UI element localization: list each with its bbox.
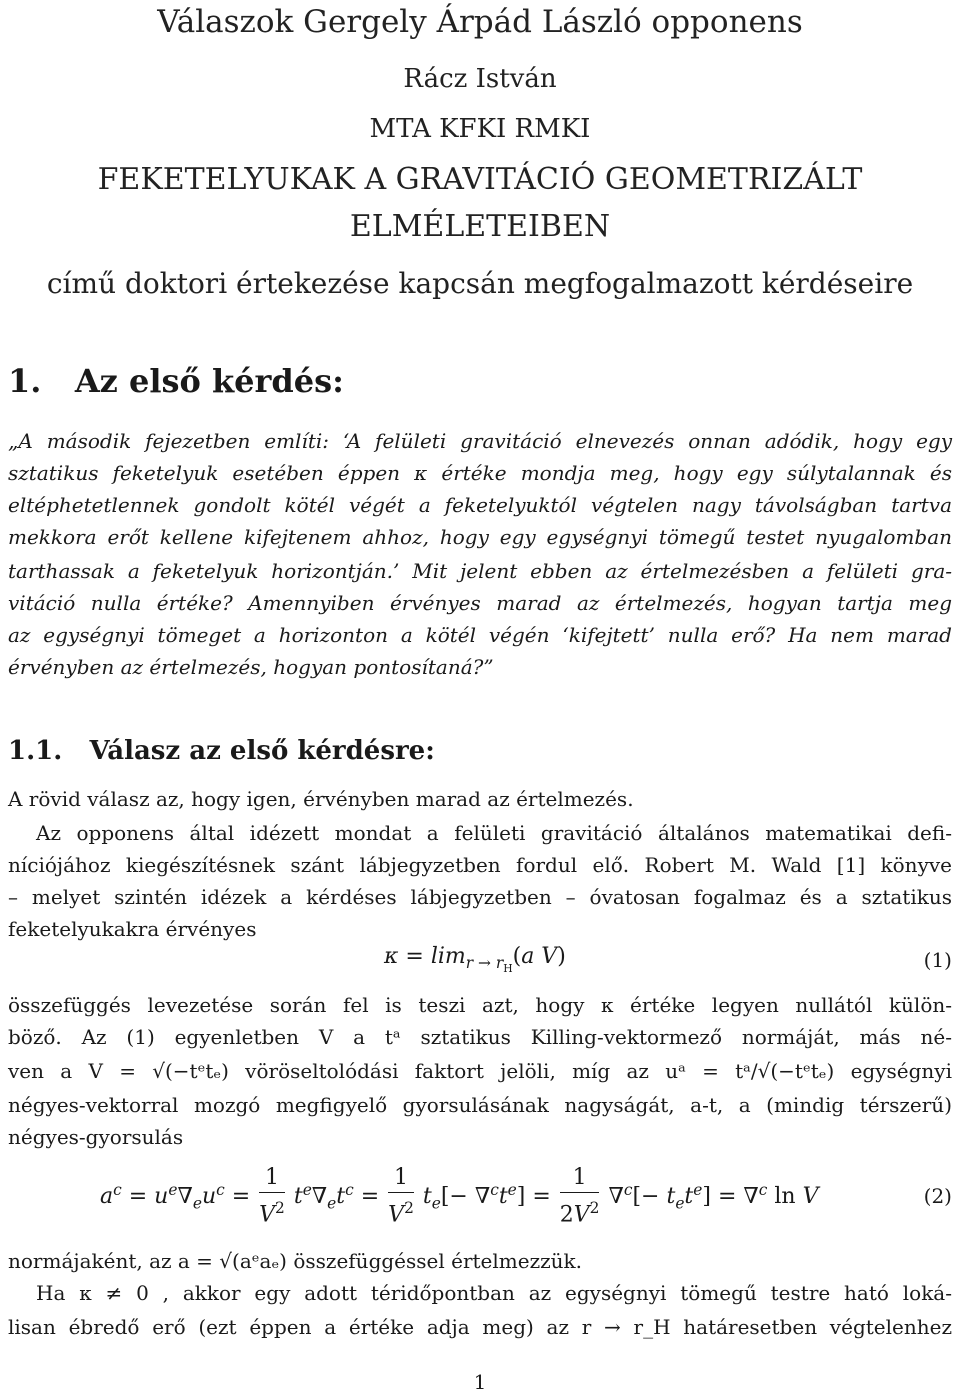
answer-line: összefüggés levezetése során fel is teszi azt, hogy κ értéke legyen nullától külön- <box>8 993 952 1017</box>
answer-line: lisan ébredő erő (ezt éppen a értéke adja meg) az r → r_H határesetben végtelenhez <box>8 1315 952 1339</box>
answer-line: Az opponens által idézett mondat a felületi gravitáció általános matematikai defi- <box>36 821 952 845</box>
equation-1: $\kappa = \lim_{r \to r_H}(a$ V) <box>384 944 566 976</box>
institution: MTA KFKI RMKI <box>369 114 591 144</box>
answer-line: négyes-gyorsulás <box>8 1125 184 1149</box>
answer-line: négyes-vektorral mozgó megfigyelő gyorsulásának nagyságát, a-t, a (mindig térszerű) <box>8 1093 952 1117</box>
answer-line: – melyet szintén idézek a kérdéses lábjegyzetben – óvatosan fogalmaz és a sztatikus <box>8 885 952 909</box>
equation-2-number: (2) <box>923 1184 952 1208</box>
question-line: mekkora erőt kellene kifejtenem ahhoz, hogy egy egységnyi tömegű testet nyugalomban <box>8 525 952 549</box>
answer-line: normájaként, az a = √(aᵉaₑ) összefüggéssel értelmezzük. <box>8 1249 583 1273</box>
section-1-1-heading: 1.1. Válasz az első kérdésre: <box>8 736 435 766</box>
answer-line: böző. Az (1) egyenletben V a tᵃ sztatikus Killing-vektormező normáját, más né- <box>8 1025 952 1049</box>
question-line: sztatikus feketelyuk esetében éppen κ értéke mondja meg, hogy egy súlytalannak és <box>8 461 952 485</box>
question-line: tarthassak a feketelyuk horizontján.’ Mit jelent ebben az értelmezésben a felületi gra- <box>8 559 952 583</box>
answer-line: feketelyukakra érvényes <box>8 917 257 941</box>
equation-1-number: (1) <box>923 948 952 972</box>
answer-line: Ha κ ≠ 0 , akkor egy adott téridőpontban az egységnyi tömegű testre ható loká- <box>36 1281 952 1305</box>
subtitle: című doktori értekezése kapcsán megfogalmazott kérdéseire <box>46 267 914 300</box>
question-line: „A második fejezetben említi: ‘A felületi gravitáció elnevezés onnan adódik, hogy egy <box>8 429 952 453</box>
section-1-heading: 1. Az első kérdés: <box>8 362 344 400</box>
answer-line: ven a V = √(−tᵉtₑ) vöröseltolódási faktort jelöli, míg az uᵃ = tᵃ/√(−tᵉtₑ) egységnyi <box>8 1059 952 1083</box>
question-line: eltéphetetlennek gondolt kötél végét a feketelyuktól végtelen nagy távolságban tartva <box>8 493 952 517</box>
answer-line: níciójához kiegészítésnek szánt lábjegyzetben fordul elő. Robert M. Wald [1] könyve <box>8 853 952 877</box>
equation-2: $a^c = u^e\nabla_eu^c$ = $\frac{1}{V^2}$ $t^e\nabla_et^c$ = $\frac{1}{V^2}$ $t_e[- \nabla^ct^e]$ = $\frac{1}{2V^2}$ $\nabla^c[- t_et^e] = \nabla^c$ ln V <box>100 1165 819 1228</box>
question-line: vitáció nulla értéke? Amennyiben érvényes marad az értelmezés, hogyan tartja meg <box>8 591 952 615</box>
page-number: 1 <box>473 1370 487 1394</box>
question-line: érvényben az értelmezés, hogyan pontosítaná?” <box>8 655 494 679</box>
question-line: az egységnyi tömeget a horizonton a kötél végén ‘kifejtett’ nulla erő? Ha nem marad <box>8 623 952 647</box>
short-answer: A rövid válasz az, hogy igen, érvényben marad az értelmezés. <box>8 787 634 811</box>
thesis-title-line-2: ELMÉLETEIBEN <box>349 209 611 244</box>
thesis-title-line-1: FEKETELYUKAK A GRAVITÁCIÓ GEOMETRIZÁLT <box>97 162 863 197</box>
document-title: Válaszok Gergely Árpád László opponens <box>157 4 803 40</box>
author-name: Rácz István <box>403 64 557 94</box>
